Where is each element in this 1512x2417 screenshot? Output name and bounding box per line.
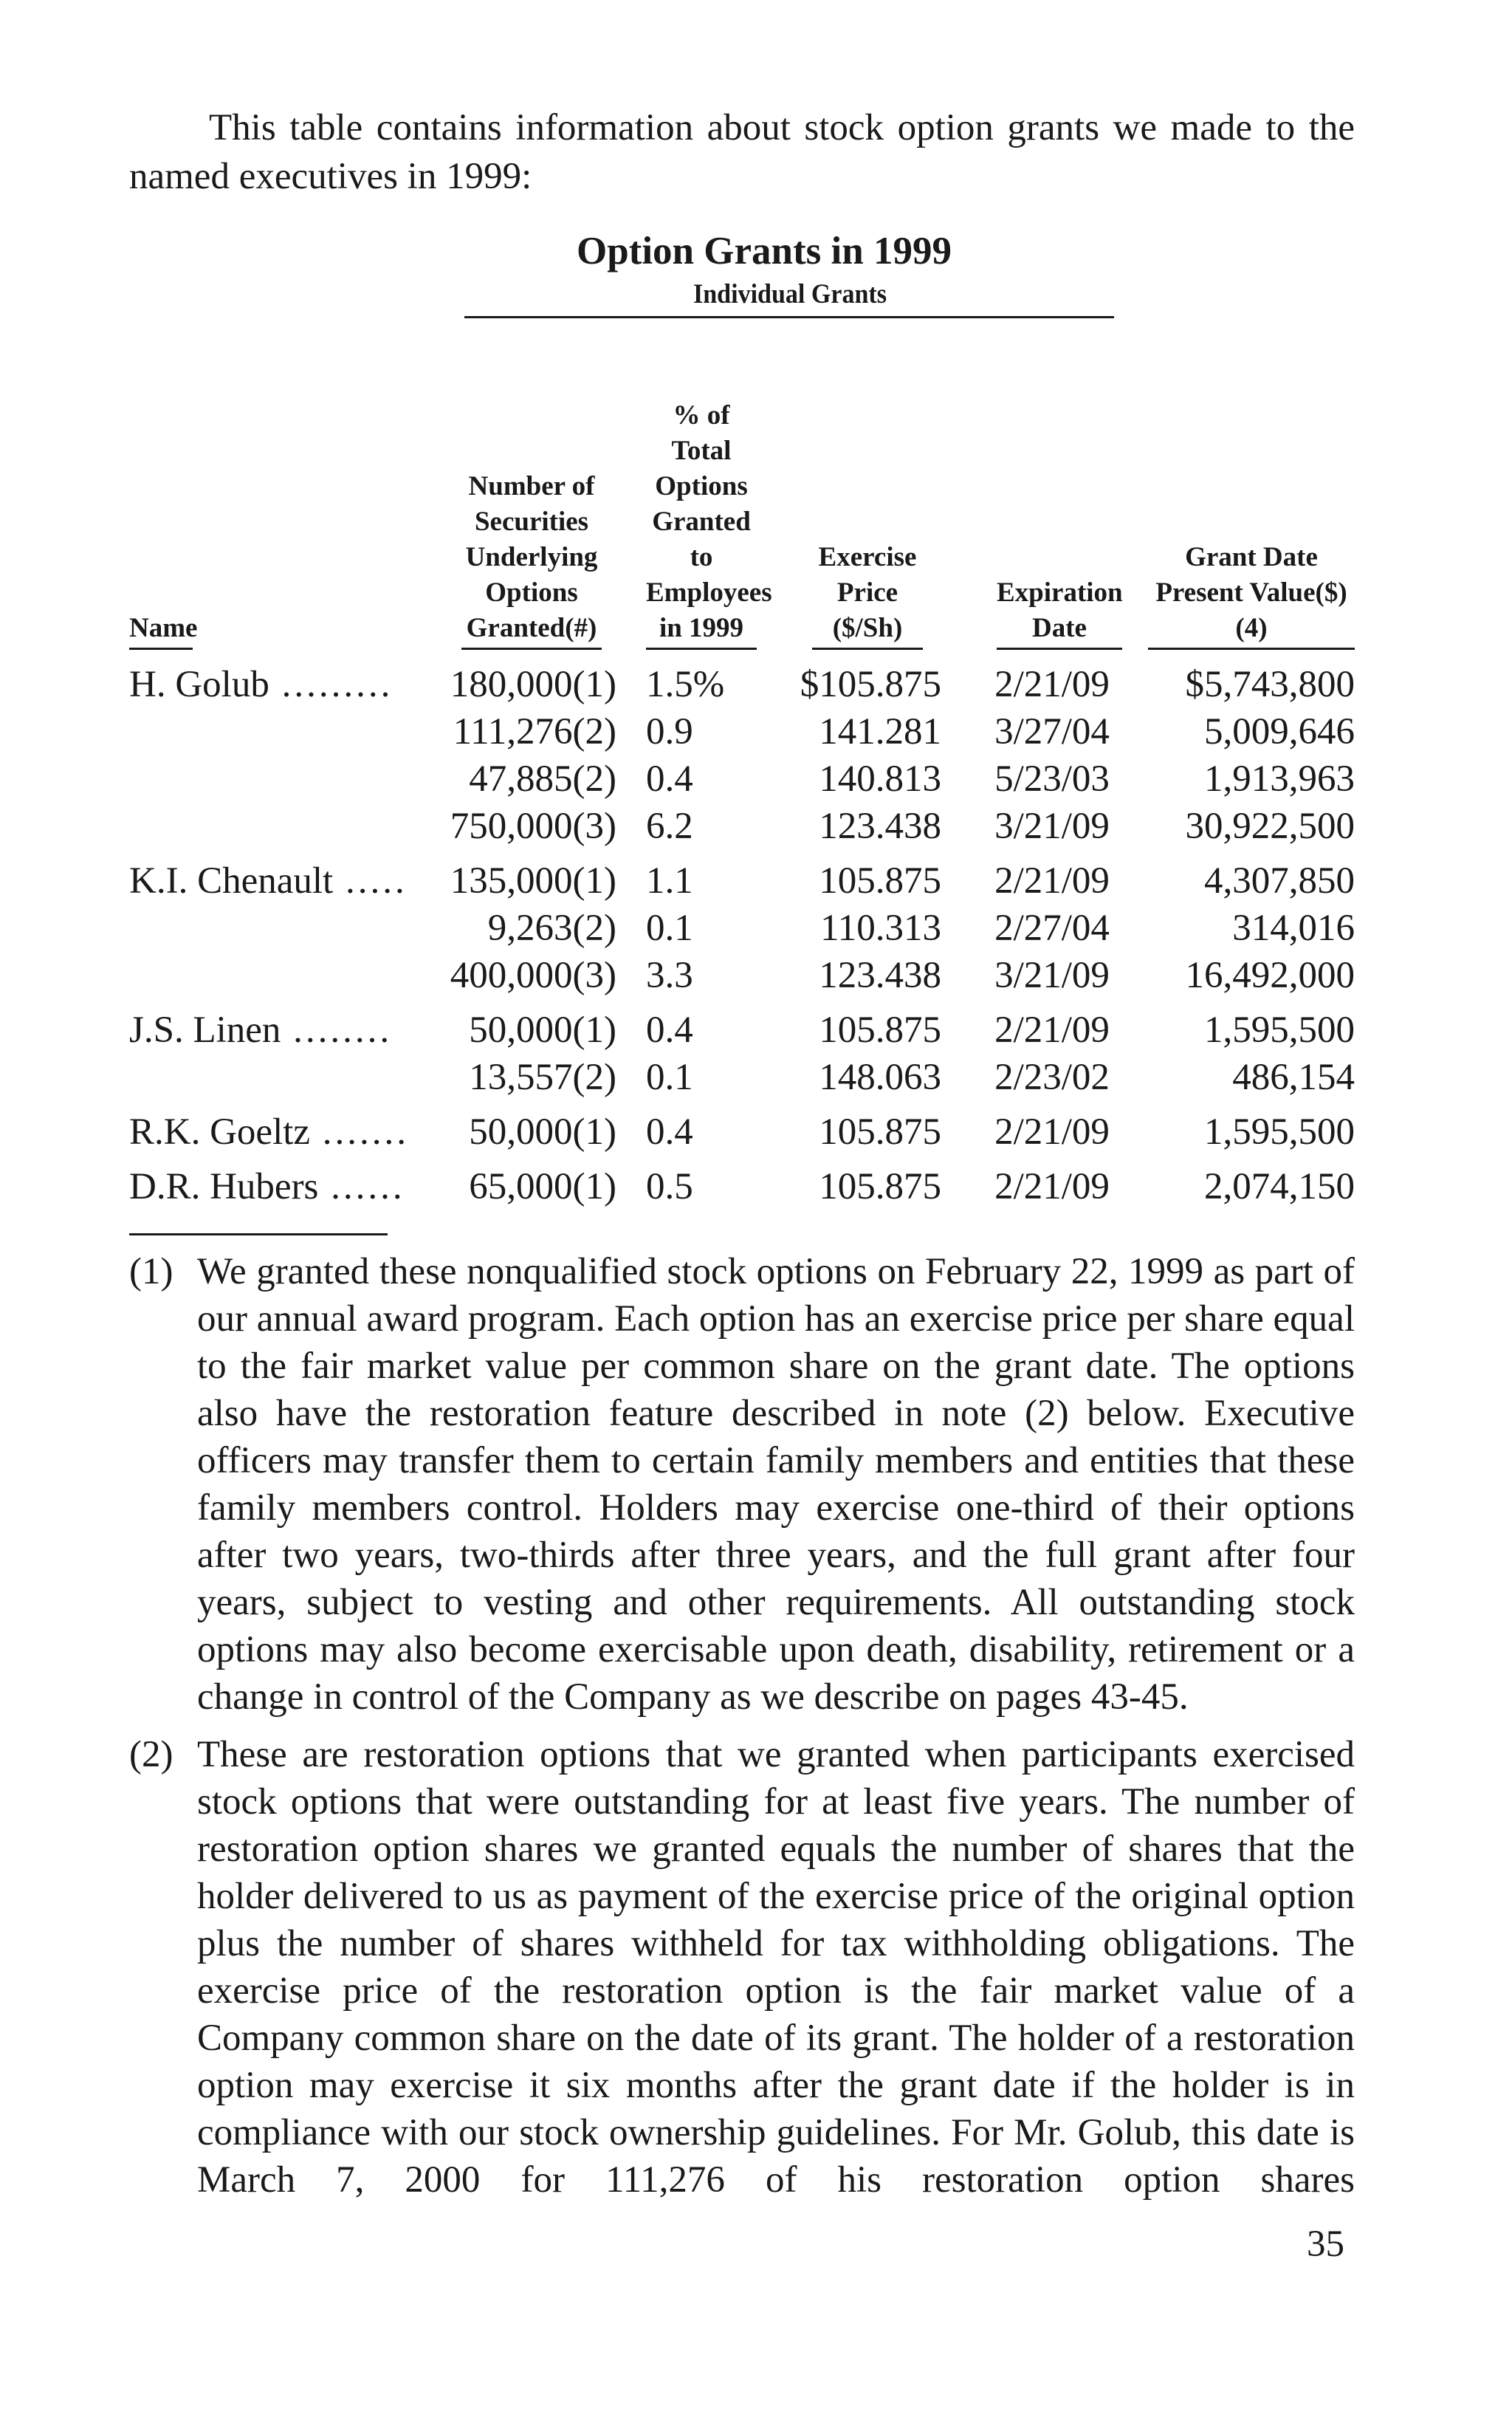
present-value: 486,154 xyxy=(1232,1057,1355,1098)
percent-of-total: 0.1 xyxy=(646,908,693,949)
securities-granted: 47,885(2) xyxy=(469,758,616,800)
table-row xyxy=(129,905,1355,952)
exercise-price: 148.063 xyxy=(819,1057,941,1098)
leader-dots: ........ xyxy=(281,1009,393,1051)
percent-of-total: 6.2 xyxy=(646,806,693,847)
table-row xyxy=(129,755,1355,803)
footnote-marker: (2) xyxy=(129,1734,173,1775)
expiration-date: 2/21/09 xyxy=(994,1166,1110,1207)
table-row xyxy=(129,1163,1355,1210)
table-row xyxy=(129,1007,1355,1054)
footnote-text: These are restoration options that we granted when participants exercised stock options that were outstanding for at least five years. The number of restoration option shares we granted equals the number of shares that the holder delivered to us as payment of the exercise price of the original option plus the number of shares withheld for tax withholding obligations. The exercise price of the restoration option is the fair market value of a Company common share on the date of its grant. The holder of a restoration option may exercise it six months after the grant date if the holder is in compliance with our stock ownership guidelines. For Mr. Golub, this date is March 7, 2000 for 111,276 of his restoration option shares xyxy=(197,1734,1355,2201)
exercise-price: 105.875 xyxy=(819,1166,941,1207)
executive-name-text: D.R. Hubers xyxy=(129,1166,319,1207)
exercise-price: $105.875 xyxy=(800,664,941,705)
present-value: 314,016 xyxy=(1232,908,1355,949)
footnote-marker: (1) xyxy=(129,1251,173,1292)
table-row xyxy=(129,708,1355,755)
table-body xyxy=(129,661,1355,1218)
col-header-securities: Number of Securities Underlying Options Granted(#) xyxy=(461,469,602,650)
securities-granted: 65,000(1) xyxy=(469,1166,616,1207)
leader-dots: ......... xyxy=(269,664,394,705)
executive-name xyxy=(129,661,447,708)
exercise-price: 110.313 xyxy=(820,908,941,949)
leader-dots: ..... xyxy=(333,860,408,902)
percent-of-total: 0.5 xyxy=(646,1166,693,1207)
percent-of-total: 3.3 xyxy=(646,955,693,996)
footnote xyxy=(129,1248,1355,1721)
footnote-text: We granted these nonqualified stock options on February 22, 1999 as part of our annual award program. Each option has an exercise price per share equal to the fair market value per common share on the grant date. The options also have the restoration feature described in note (2) below. Executive officers may transfer them to certain family members and entities that these family members control. Holders may exercise one-third of their options after two years, two-thirds after three years, and the full grant after four years, subject to vesting and other requirements. All outstanding stock options may also become exercisable upon death, disability, retirement or a change in control of the Company as we describe on pages 43-45. xyxy=(197,1251,1355,1718)
table-row xyxy=(129,1108,1355,1156)
securities-granted: 13,557(2) xyxy=(469,1057,616,1098)
table-row xyxy=(129,1054,1355,1101)
executive-name xyxy=(129,1108,447,1156)
present-value: 30,922,500 xyxy=(1185,806,1355,847)
executive-name-text: H. Golub xyxy=(129,664,269,705)
present-value: 1,595,500 xyxy=(1204,1009,1355,1051)
exercise-price: 105.875 xyxy=(819,860,941,902)
exercise-price: 105.875 xyxy=(819,1111,941,1153)
executive-group xyxy=(129,857,1355,999)
exercise-price: 123.438 xyxy=(819,806,941,847)
leader-dots: ...... xyxy=(318,1166,405,1207)
securities-granted: 400,000(3) xyxy=(450,955,616,996)
present-value: $5,743,800 xyxy=(1185,664,1355,705)
leader-dots: ....... xyxy=(310,1111,410,1153)
present-value: 4,307,850 xyxy=(1204,860,1355,902)
expiration-date: 2/23/02 xyxy=(994,1057,1110,1098)
executive-name-text: K.I. Chenault xyxy=(129,860,334,902)
footnote xyxy=(129,1731,1355,2204)
executive-group xyxy=(129,1108,1355,1156)
intro-paragraph: This table contains information about stock option grants we made to the named executives in 1999: xyxy=(129,107,1355,197)
table-row xyxy=(129,952,1355,999)
present-value: 16,492,000 xyxy=(1185,955,1355,996)
executive-name xyxy=(129,1163,447,1210)
percent-of-total: 1.5% xyxy=(646,664,725,705)
present-value: 5,009,646 xyxy=(1204,711,1355,752)
exercise-price: 123.438 xyxy=(819,955,941,996)
percent-of-total: 0.4 xyxy=(646,758,693,800)
expiration-date: 2/21/09 xyxy=(994,1009,1110,1051)
securities-granted: 111,276(2) xyxy=(453,711,616,752)
expiration-date: 5/23/03 xyxy=(994,758,1110,800)
percent-of-total: 0.9 xyxy=(646,711,693,752)
executive-group xyxy=(129,661,1355,850)
page-number: 35 xyxy=(1307,2224,1344,2265)
document-page xyxy=(129,103,1355,2201)
securities-granted: 50,000(1) xyxy=(469,1111,616,1153)
table-row xyxy=(129,803,1355,850)
col-header-percent: % of Total Options Granted to Employees in 1999 xyxy=(646,398,757,650)
executive-group xyxy=(129,1007,1355,1101)
present-value: 1,913,963 xyxy=(1204,758,1355,800)
footnote-rule xyxy=(129,1233,388,1235)
group-header: Individual Grants xyxy=(693,279,887,309)
exercise-price: 141.281 xyxy=(819,711,941,752)
expiration-date: 3/21/09 xyxy=(994,955,1110,996)
col-header-present-value: Grant Date Present Value($)(4) xyxy=(1148,540,1355,650)
exercise-price: 105.875 xyxy=(819,1009,941,1051)
percent-of-total: 1.1 xyxy=(646,860,693,902)
exercise-price: 140.813 xyxy=(819,758,941,800)
present-value: 2,074,150 xyxy=(1204,1166,1355,1207)
present-value: 1,595,500 xyxy=(1204,1111,1355,1153)
percent-of-total: 0.4 xyxy=(646,1111,693,1153)
percent-of-total: 0.1 xyxy=(646,1057,693,1098)
expiration-date: 2/27/04 xyxy=(994,908,1110,949)
expiration-date: 2/21/09 xyxy=(994,664,1110,705)
percent-of-total: 0.4 xyxy=(646,1009,693,1051)
securities-granted: 180,000(1) xyxy=(450,664,616,705)
table-title: Option Grants in 1999 xyxy=(576,230,952,272)
securities-granted: 9,263(2) xyxy=(487,908,616,949)
expiration-date: 3/21/09 xyxy=(994,806,1110,847)
column-headers xyxy=(129,318,1355,650)
expiration-date: 2/21/09 xyxy=(994,1111,1110,1153)
col-header-expiration: Expiration Date xyxy=(997,575,1122,650)
executive-name-text: J.S. Linen xyxy=(129,1009,281,1051)
footnotes xyxy=(129,1248,1355,2214)
securities-granted: 135,000(1) xyxy=(450,860,616,902)
executive-name-text: R.K. Goeltz xyxy=(129,1111,311,1153)
table-row xyxy=(129,661,1355,708)
col-header-exercise-price: Exercise Price ($/Sh) xyxy=(812,540,923,650)
securities-granted: 50,000(1) xyxy=(469,1009,616,1051)
expiration-date: 3/27/04 xyxy=(994,711,1110,752)
expiration-date: 2/21/09 xyxy=(994,860,1110,902)
securities-granted: 750,000(3) xyxy=(450,806,616,847)
table-row xyxy=(129,857,1355,905)
executive-name xyxy=(129,1007,447,1054)
col-header-name: Name xyxy=(129,611,193,650)
executive-name xyxy=(129,857,447,905)
executive-group xyxy=(129,1163,1355,1210)
